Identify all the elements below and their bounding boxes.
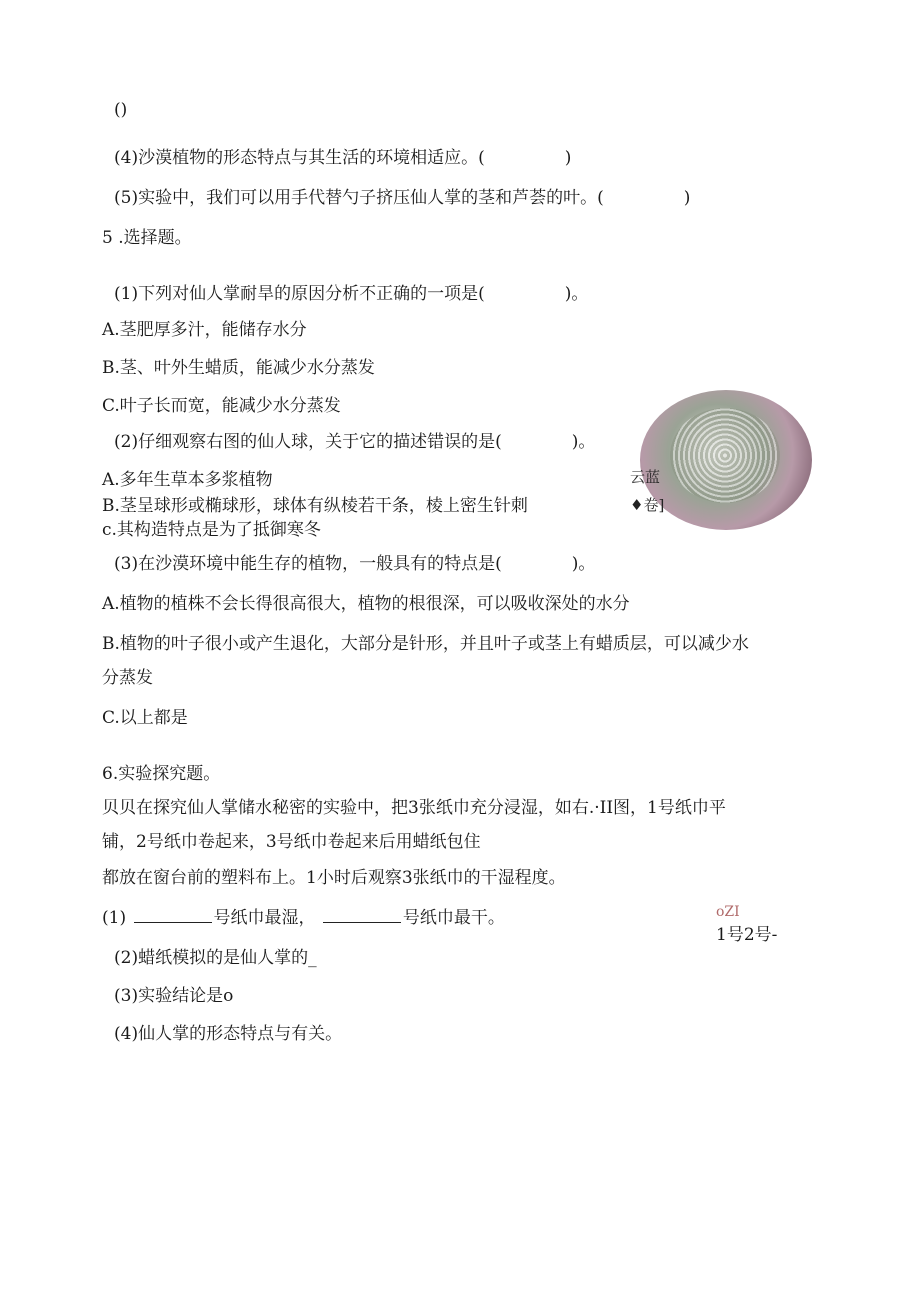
choice-q2-option-c: c.其构造特点是为了抵御寒冬 (102, 520, 321, 540)
experiment-q1-end: 号纸巾最干。 (402, 908, 505, 928)
experiment-desc-1: 贝贝在探究仙人掌储水秘密的实验中，把3张纸巾充分浸湿，如右.·II图，1号纸巾平 (102, 798, 726, 818)
experiment-q1 (102, 906, 505, 930)
choice-q1-option-b: B.茎、叶外生蜡质，能减少水分蒸发 (102, 358, 375, 378)
section-6-title: 6.实验探究题。 (102, 764, 221, 784)
choice-q2-text: (2)仔细观察右图的仙人球，关于它的描述错误的是( (114, 432, 502, 452)
choice-q1-text: (1)下列对仙人掌耐旱的原因分析不正确的一项是( (114, 284, 485, 304)
paren-close: )。 (571, 554, 596, 574)
paren-close: )。 (571, 432, 596, 452)
experiment-q1-num: (1) (102, 908, 127, 928)
judge-item-5-text: (5)实验中，我们可以用手代替勺子挤压仙人掌的茎和芦荟的叶。( (114, 188, 604, 208)
choice-q1-option-a: A.茎肥厚多汁，能储存水分 (102, 320, 307, 340)
choice-q2-option-b: B.茎呈球形或椭球形，球体有纵棱若干条，棱上密生针刺 (102, 496, 528, 516)
judge-item-4-text: (4)沙漠植物的形态特点与其生活的环境相适应。( (114, 148, 485, 168)
choice-q2-option-a: A.多年生草本多浆植物 (102, 470, 273, 490)
choice-q3-option-b-cont: 分蒸发 (102, 668, 153, 688)
choice-q3 (114, 552, 595, 576)
experiment-q4: (4)仙人掌的形态特点与有关。 (114, 1024, 343, 1044)
choice-q1 (114, 282, 588, 306)
paren-close: )。 (564, 284, 589, 304)
choice-q3-option-b: B.植物的叶子很小或产生退化，大部分是针形，并且叶子或茎上有蜡质层，可以减少水 (102, 634, 749, 654)
experiment-desc-3: 都放在窗台前的塑料布上。1小时后观察3张纸巾的干湿程度。 (102, 868, 566, 888)
judge-item-4 (114, 146, 571, 170)
photo-caption-1: 云蓝 (630, 468, 661, 486)
figure-labels: 1号2号- (716, 925, 778, 945)
choice-q3-text: (3)在沙漠环境中能生存的植物，一般具有的特点是( (114, 554, 502, 574)
experiment-desc-2: 铺，2号纸巾卷起来，3号纸巾卷起来后用蜡纸包住 (102, 832, 481, 852)
towel-figure (716, 904, 777, 945)
fill-blank-wettest[interactable] (134, 906, 212, 923)
paren-close: ) (564, 148, 572, 168)
choice-q1-option-c: C.叶子长而宽，能减少水分蒸发 (102, 396, 341, 416)
cactus-spines (670, 408, 780, 503)
choice-q3-option-a: A.植物的植株不会长得很高很大，植物的根很深，可以吸收深处的水分 (102, 594, 630, 614)
paren-close: ) (683, 188, 691, 208)
experiment-q3: (3)实验结论是o (114, 986, 234, 1006)
choice-q3-option-c: C.以上都是 (102, 708, 188, 728)
line-paren: () (114, 100, 128, 120)
photo-caption-2: ♦卷] (630, 496, 665, 514)
choice-q2 (114, 430, 595, 454)
cactus-photo (630, 390, 812, 530)
experiment-q2: (2)蜡纸模拟的是仙人掌的_ (114, 948, 317, 968)
fill-blank-driest[interactable] (323, 906, 401, 923)
experiment-q1-mid: 号纸巾最湿， (213, 908, 316, 928)
section-5-title: 5 .选择题。 (102, 228, 192, 248)
judge-item-5 (114, 186, 690, 210)
figure-mark: oZI (716, 904, 740, 920)
